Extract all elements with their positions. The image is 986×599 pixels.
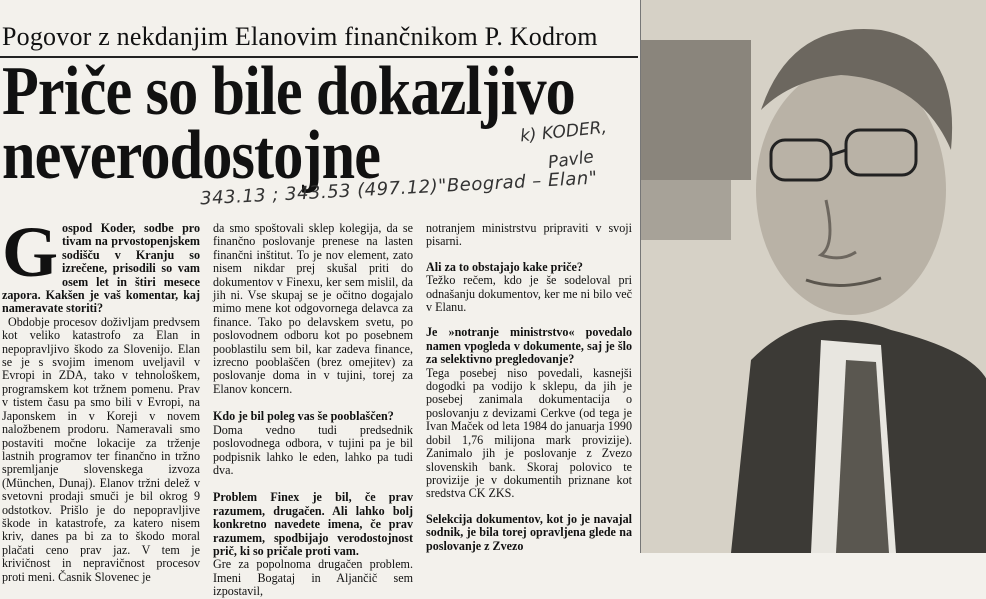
drop-cap: G xyxy=(2,212,59,292)
interview-question: Problem Finex je bil, če prav razumem, drugačen. Ali lahko bolj konkretno navedete imena, če prav razumem, spodbijajo verodostojnost prič, ki so pričale proti vam. xyxy=(213,490,413,558)
article-column-2 xyxy=(213,222,413,599)
interview-answer: Gre za popolnoma drugačen problem. Imeni Bogataj in Aljančič sem izpostavil, xyxy=(213,557,413,599)
headline-line-2: neverodostojne xyxy=(2,117,381,194)
interview-answer: Doma vedno tudi predsednik poslovodnega odbora, v tujini pa je bil podpisnik lahko le eden, lahko pa tudi dva. xyxy=(213,422,413,477)
handwritten-note-name: k) KODER, xyxy=(519,117,608,147)
interview-answer: Tega posebej niso povedali, kasnejši dogodki pa vodijo k sklepu, da jih je posebej zanimala dokumentacija o poslovanju z devizami Cerkve (od tega je Ivan Maček od leta 1984 do januarja 1990 dobil 1,76 milijona mark provizije). Zanimalo jih je poslovanje z Zvezo slovenskih bank. Skoraj polovico te provizije je v dokumentih priznane kot sredstva CK ZKS. xyxy=(426,365,632,501)
article-column-1 xyxy=(2,212,200,584)
kicker: Pogovor z nekdanjim Elanovim finančnikom P. Kodrom xyxy=(2,22,598,51)
portrait-photo xyxy=(640,0,986,553)
interview-question-lead: ospod Koder, sodbe pro tivam na prvostopenjskem sodišču v Kranju so izrečene, prisodili so vam osem let in štiri mesece zapora. Kakšen je vaš komentar, kaj nameravate storiti? xyxy=(2,221,200,316)
interview-answer: da smo spoštovali sklep kolegija, da se finančno poslovanje prenese na lasten finančni inštitut. To je nov element, zato nisem nikdar prej skušal priti do dokumentov v Finexu, ker sem mislil, da jih ni. Vse skupaj se je očitno dogajalo mimo mene kot odgovornega delavca za finance. Tako po delavskem svetu, po poslovodnem odboru kot po posebnem pooblastilu sem bil, kar zadeva finance, izrecno pooblaščen (brez omejitev) za poslovanje doma in v tujini, torej za Elanov koncern. xyxy=(213,221,413,396)
interview-question: Selekcija dokumentov, kot jo je navajal sodnik, je bila torej opravljena glede na poslovanje z Zvezo xyxy=(426,511,632,553)
handwritten-note-firstname: Pavle xyxy=(546,146,596,174)
handwritten-classification: 343.13 ; 343.53 (497.12)"Beograd – Elan" xyxy=(199,167,599,210)
portrait-illustration xyxy=(641,0,986,553)
interview-question: Ali za to obstajajo kake priče? xyxy=(426,259,583,274)
interview-question: Kdo je bil poleg vas še pooblaščen? xyxy=(213,409,394,424)
interview-question: Je »notranje ministrstvo« povedalo namen vpogleda v dokumente, saj je šlo za selektivno pregledovanje? xyxy=(426,325,632,367)
interview-answer: Težko rečem, kdo je še sodeloval pri odnašanju dokumentov, ker me ni bilo več v Elanu. xyxy=(426,273,632,315)
interview-answer: notranjem ministrstvu pripraviti v svoji pisarni. xyxy=(426,221,632,249)
headline-line-1: Priče so bile dokazljivo xyxy=(2,53,575,130)
article-column-3 xyxy=(426,222,632,553)
interview-answer: Obdobje procesov doživljam predvsem kot veliko katastrofo za Elan in nepopravljivo škodo za Slovenijo. Elan se je s svojim imenom uveljavil v Evropi in ZDA, tako v tehnološkem, programskem kot tržnem pomenu. Prav v tistem času pa smo bili v Evropi, na Japonskem in v Koreji v novem naložbenem prodoru. Nameravali smo postaviti močne lokacije za trženje lastnih programov ter finančno in tržno spremljanje slovenskega izvoza (München, Dunaj). Elanov tržni delež v svetovni prodaji smuči je bil okrog 9 odstotkov. Prišlo je do nepopravljive škode in katastrofe, za katero nisem kriv, danes pa bi za to škodo moral plačati ceno prav jaz. V tem je krivičnost in nepravičnost procesov proti meni. Časnik Slovenec je xyxy=(2,314,200,584)
